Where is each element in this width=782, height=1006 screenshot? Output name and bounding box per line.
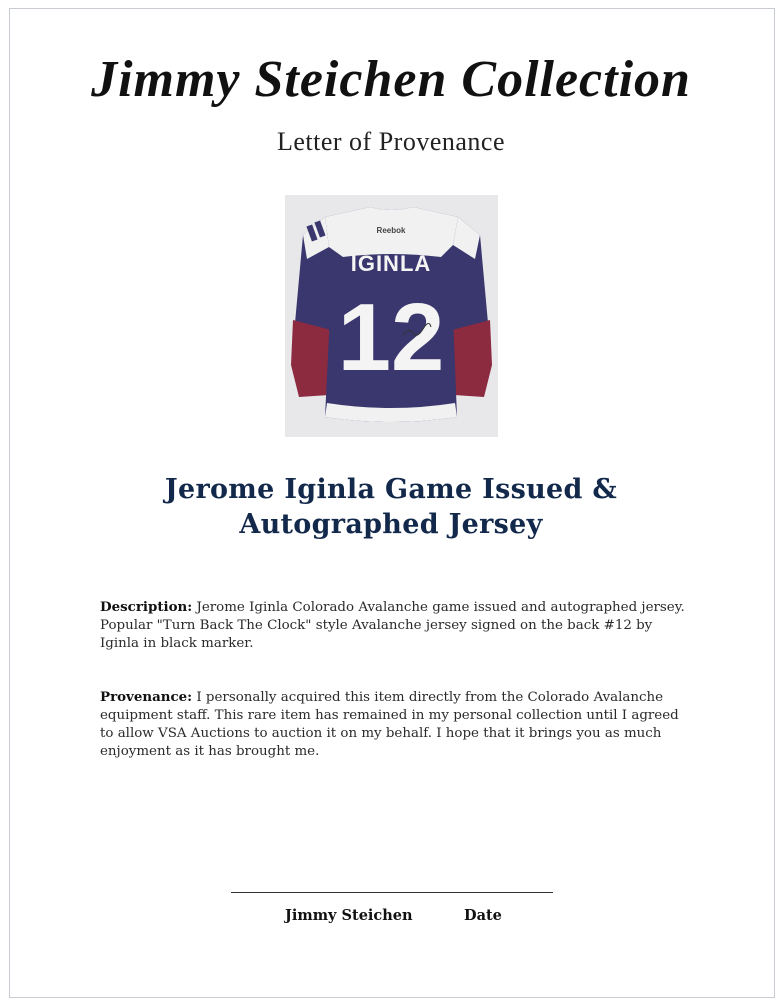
jersey-brand: Reebok [376, 226, 406, 235]
letter-subtitle: Letter of Provenance [276, 127, 505, 156]
signature-date-label: Date [464, 907, 502, 924]
jersey-name: IGINLA [350, 251, 432, 276]
description-label: Description: [100, 599, 193, 615]
item-title: Jerome Iginla Game Issued & Autographed Jersey [164, 474, 618, 540]
right-sleeve-cuff [452, 320, 492, 397]
jersey-number: 12 [337, 284, 445, 391]
description-paragraph [100, 598, 688, 653]
provenance-text: I personally acquired this item directly from the Colorado Avalanche equipment staff. This rare item has remained in my personal collection until I agreed to allow VSA Auctions to auction it on my behalf. I hope that it brings you as much enjoyment as it has brought me. [100, 690, 679, 759]
jersey-photo [285, 195, 498, 437]
signature-name: Jimmy Steichen [285, 907, 413, 924]
left-sleeve-cuff [291, 320, 331, 397]
collection-title: Jimmy Steichen Collection [91, 51, 691, 108]
description-text: Jerome Iginla Colorado Avalanche game issued and autographed jersey. Popular "Turn Back The Clock" style Avalanche jersey signed on the back #12 by Iginla in black marker. [100, 600, 685, 651]
provenance-label: Provenance: [100, 689, 193, 705]
signature-line [231, 892, 553, 893]
provenance-paragraph [100, 688, 688, 761]
